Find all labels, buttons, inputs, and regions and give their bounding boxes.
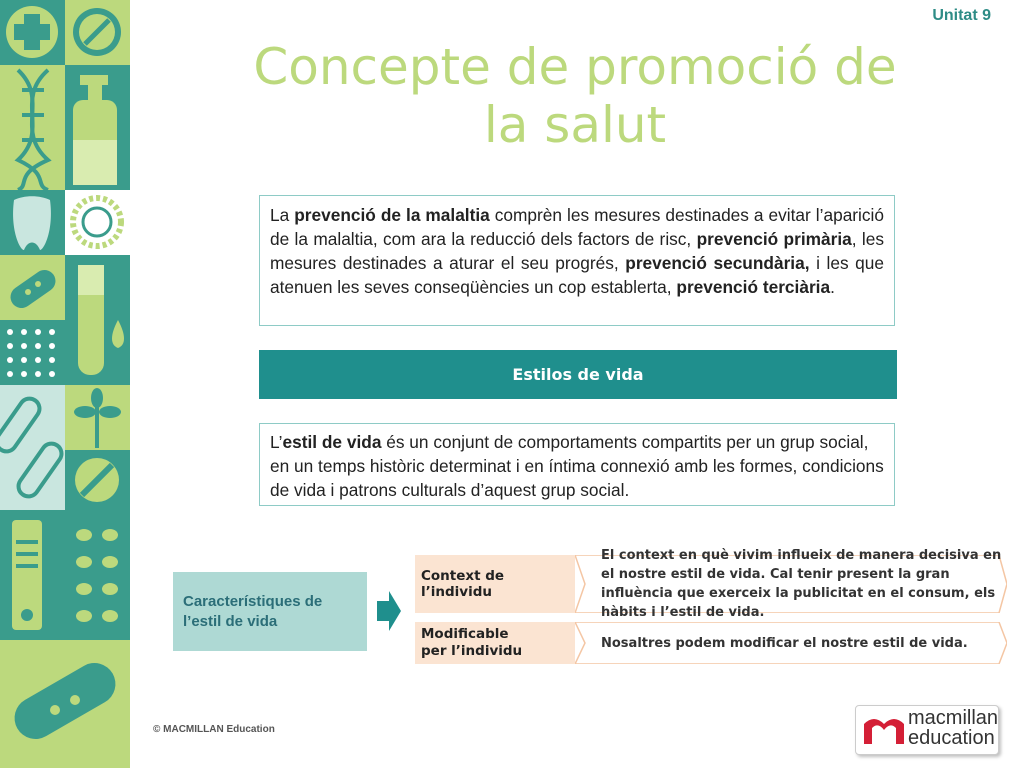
characteristic-name-context [415, 555, 575, 613]
pill-icon [73, 8, 121, 56]
characteristic-name-line-2: per l’individu [421, 643, 523, 659]
lifestyle-definition-box [259, 423, 895, 506]
characteristic-description: El context en què vivim influeix de manera decisiva en el nostre estil de vida. Cal tenir present la gran influència que exerceix la publicitat en el consum, els hàbits i l’estil de vida. [601, 548, 1002, 620]
bold-term: estil de vida [282, 432, 382, 452]
characteristics-label-box [173, 572, 367, 651]
unit-label: Unitat 9 [932, 7, 991, 24]
characteristic-desc-context [575, 548, 1007, 620]
logo-word-2: education [908, 727, 995, 749]
bold-term: prevenció de la malaltia [294, 205, 490, 225]
bottle-icon [12, 520, 42, 630]
page-title-line-2: la salut [483, 96, 667, 154]
section-banner-label: Estilos de vida [512, 365, 644, 384]
logo-word-1: macmillan [908, 707, 999, 729]
bold-term: prevenció secundària, [625, 253, 810, 273]
characteristic-desc-modifiable [575, 622, 1007, 664]
macmillan-logo [855, 705, 999, 755]
text: i les que atenuen les seves conseqüències un cop establerta, [270, 253, 884, 297]
characteristic-description: Nosaltres podem modificar el nostre estil de vida. [601, 635, 968, 651]
prevention-definition-box [259, 195, 895, 326]
text: . [830, 277, 835, 297]
section-banner [259, 350, 897, 399]
arrow-right-icon [377, 591, 401, 631]
bold-term: prevenció primària [696, 229, 852, 249]
characteristic-name-modifiable [415, 622, 575, 664]
pill-icon-2 [75, 458, 119, 502]
health-icons-pattern [0, 0, 130, 768]
macmillan-logo-icon [862, 710, 906, 750]
characteristic-name-line-1: Modificable [421, 626, 509, 642]
tooth-icon [13, 196, 51, 250]
cross-icon [6, 6, 58, 58]
text: és un conjunt de comportaments compartits per un grup social, en un temps històric determinat i en íntima connexió amb les formes, condicions de vida i patrons culturals d’aquest grup social. [270, 432, 884, 500]
decorative-sidebar [0, 0, 130, 768]
text: La [270, 205, 295, 225]
text: L’ [270, 432, 283, 452]
text: comprèn les mesures destinades a evitar l’aparició de la malaltia, com ara la reducció dels factors de risc, [270, 205, 884, 249]
characteristics-label-line-2: l’estil de vida [183, 613, 278, 630]
characteristic-name: Context de l’individu [421, 568, 505, 600]
bold-term: prevenció terciària [676, 277, 831, 297]
page-title-line-1: Concepte de promoció de [253, 38, 897, 96]
page-title [230, 38, 920, 154]
text: , les mesures destinades a aturar el seu progrés, [270, 229, 884, 273]
copyright: © MACMILLAN Education [153, 724, 275, 735]
characteristics-label-line-1: Característiques de [183, 593, 323, 610]
